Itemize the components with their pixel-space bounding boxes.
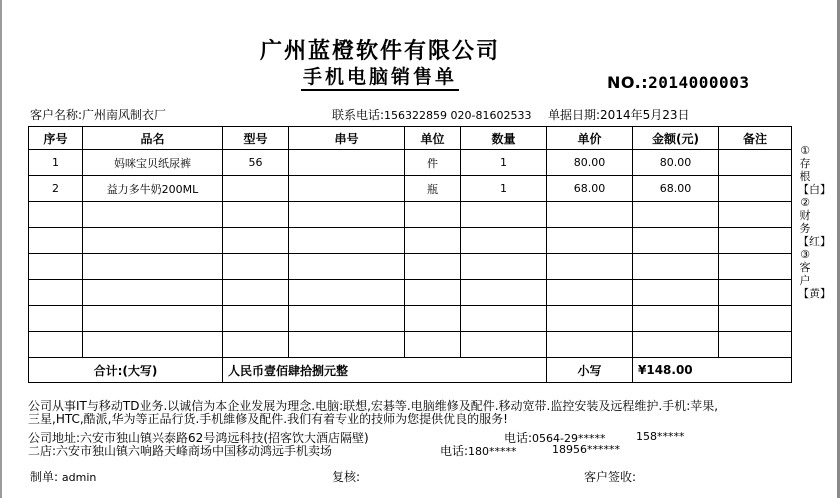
cell-unit [405, 332, 461, 358]
phone2-label: 电话: [440, 444, 469, 458]
customer-info [30, 106, 166, 123]
header-index: 序号 [29, 127, 83, 150]
cell-remark [719, 176, 792, 202]
table-row [29, 254, 792, 280]
company-name: 广州蓝橙软件有限公司 [259, 39, 500, 64]
cell-product [83, 254, 223, 280]
cell-model [223, 202, 289, 228]
cell-remark [719, 150, 792, 176]
header-unit: 单位 [405, 127, 461, 150]
header-amount: 金额(元) [633, 127, 719, 150]
phone1-label: 电话: [504, 431, 533, 445]
table-row [29, 176, 792, 202]
cell-index: 2 [29, 176, 83, 202]
cell-unit: 瓶 [405, 176, 461, 202]
cell-serial [289, 332, 405, 358]
cell-model [223, 306, 289, 332]
cell-quantity [461, 306, 547, 332]
total-row [29, 358, 792, 383]
cell-product [83, 202, 223, 228]
notes-line-2: 三星,HTC,酷派,华为等正品行货.手机維修及配件.我们有着专业的技师为您提供优良的服务! [28, 412, 508, 426]
table-row [29, 228, 792, 254]
cell-quantity [461, 280, 547, 306]
total-small-value: ¥148.00 [633, 358, 792, 383]
cell-product: 益力多牛奶200ML [83, 176, 223, 202]
cell-quantity: 1 [461, 150, 547, 176]
document-number-label: NO.: [607, 73, 649, 92]
cell-amount [633, 254, 719, 280]
cell-price [547, 202, 633, 228]
cell-model: 56 [223, 150, 289, 176]
address-value: 六安市独山镇兴泰路62号鸿远科技(招客饮大酒店隔壁) [80, 431, 369, 445]
customer-signature [584, 468, 636, 485]
document-number [607, 73, 749, 92]
header-price: 单价 [547, 127, 633, 150]
cell-amount: 68.00 [633, 176, 719, 202]
phone2-value: 180***** [468, 445, 517, 458]
company-notes [28, 400, 808, 426]
maker [30, 468, 96, 485]
customer-name: 广州南风制衣厂 [82, 108, 167, 122]
reviewer [332, 468, 360, 485]
cell-product [83, 228, 223, 254]
header-remark: 备注 [719, 127, 792, 150]
branch-label: 二店: [28, 444, 57, 458]
cell-amount: 80.00 [633, 150, 719, 176]
cell-remark [719, 280, 792, 306]
total-label: 合计:(大写) [29, 358, 223, 383]
cell-index [29, 202, 83, 228]
phone-info [332, 106, 531, 123]
header-product: 品名 [83, 127, 223, 150]
cell-quantity [461, 254, 547, 280]
date-info [548, 106, 690, 123]
mobile2-value: 18956****** [552, 443, 620, 456]
phone-value: 156322859 020-81602533 [384, 109, 532, 122]
cell-model [223, 254, 289, 280]
table-row [29, 306, 792, 332]
cell-model [223, 280, 289, 306]
cell-serial [289, 176, 405, 202]
branch-address [28, 442, 332, 459]
company-mobile [636, 429, 685, 443]
cell-model [223, 176, 289, 202]
cell-quantity [461, 332, 547, 358]
cell-unit [405, 228, 461, 254]
customer-signature-label: 客户签收: [584, 470, 637, 484]
document-number-value: 2014000003 [648, 73, 750, 92]
cell-serial [289, 150, 405, 176]
phone-label: 联系电话: [332, 108, 385, 122]
address-label: 公司地址: [28, 431, 81, 445]
cell-amount [633, 332, 719, 358]
header-model: 型号 [223, 127, 289, 150]
cell-unit [405, 306, 461, 332]
cell-index: 1 [29, 150, 83, 176]
table-row [29, 332, 792, 358]
date-value: 2014年5月23日 [600, 108, 690, 122]
cell-price [547, 332, 633, 358]
cell-price [547, 228, 633, 254]
header-serial: 串号 [289, 127, 405, 150]
notes-line-1: 公司从事IT与移动TD业务.以诚信为本企业发展为理念.电脑:联想,宏碁等.电脑维修及配件.移动宽带.监控安装及远程维护.手机:苹果, [28, 399, 719, 413]
branch-mobile [552, 442, 620, 456]
cell-serial [289, 280, 405, 306]
cell-amount [633, 228, 719, 254]
cell-serial [289, 306, 405, 332]
items-table [28, 126, 792, 383]
total-small-label: 小写 [547, 358, 633, 383]
cell-amount [633, 202, 719, 228]
cell-serial [289, 228, 405, 254]
cell-product [83, 306, 223, 332]
phone1-value: 0564-29***** [532, 432, 606, 445]
cell-remark [719, 332, 792, 358]
cell-unit: 件 [405, 150, 461, 176]
cell-price [547, 254, 633, 280]
cell-price [547, 306, 633, 332]
cell-index [29, 280, 83, 306]
date-label: 单据日期: [548, 108, 601, 122]
reviewer-label: 复核: [332, 470, 361, 484]
cell-index [29, 306, 83, 332]
document-title-text: 手机电脑销售单 [301, 66, 459, 91]
cell-amount [633, 306, 719, 332]
cell-quantity [461, 228, 547, 254]
maker-value: admin [61, 471, 97, 484]
cell-serial [289, 254, 405, 280]
cell-product [83, 332, 223, 358]
items-table-body [29, 127, 792, 383]
cell-quantity [461, 202, 547, 228]
table-row [29, 280, 792, 306]
cell-model [223, 228, 289, 254]
table-row [29, 150, 792, 176]
branch-value: 六安市独山镇六响路天峰商场中国移动鸿远手机卖场 [56, 444, 333, 458]
header-quantity: 数量 [461, 127, 547, 150]
cell-price [547, 280, 633, 306]
cell-index [29, 254, 83, 280]
cell-remark [719, 306, 792, 332]
table-header-row [29, 127, 792, 150]
cell-unit [405, 280, 461, 306]
cell-price: 68.00 [547, 176, 633, 202]
cell-product: 妈咪宝贝纸尿裤 [83, 150, 223, 176]
branch-phone [440, 442, 517, 459]
cell-index [29, 332, 83, 358]
cell-serial [289, 202, 405, 228]
cell-unit [405, 202, 461, 228]
maker-label: 制单: [30, 470, 59, 484]
copy-distribution-note: ①存根【白】②财务【红】③客户【黄】 [798, 144, 831, 300]
cell-model [223, 332, 289, 358]
cell-index [29, 228, 83, 254]
customer-label: 客户名称: [30, 108, 83, 122]
mobile1-value: 158***** [636, 430, 685, 443]
cell-product [83, 280, 223, 306]
cell-unit [405, 254, 461, 280]
cell-amount [633, 280, 719, 306]
table-row [29, 202, 792, 228]
total-words: 人民币壹佰肆拾捌元整 [223, 358, 547, 383]
cell-remark [719, 228, 792, 254]
cell-remark [719, 202, 792, 228]
cell-price: 80.00 [547, 150, 633, 176]
cell-quantity: 1 [461, 176, 547, 202]
cell-remark [719, 254, 792, 280]
